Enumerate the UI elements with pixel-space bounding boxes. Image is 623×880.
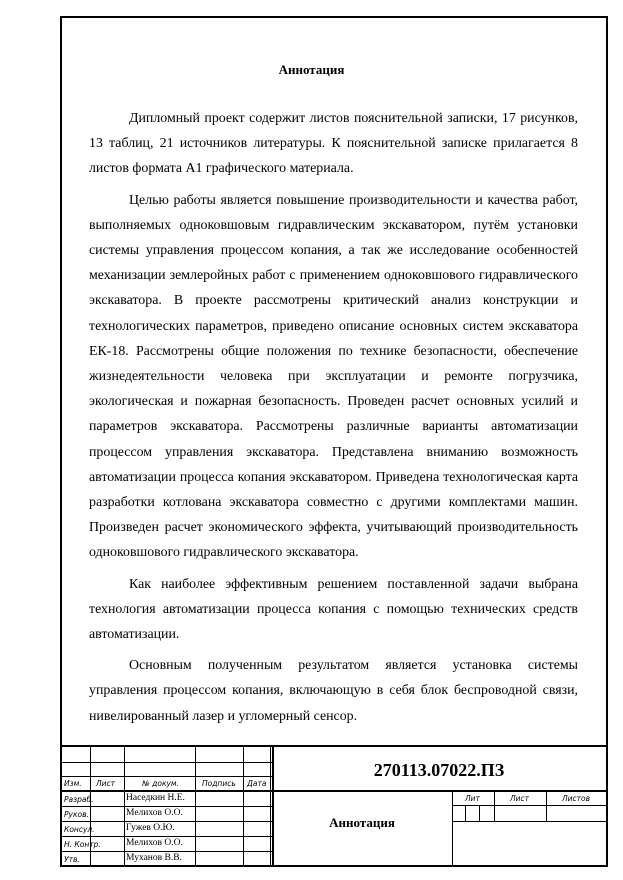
role-label: Разраб. <box>64 795 94 804</box>
page-title: Аннотация <box>278 62 345 77</box>
document-code: 270113.07022.ПЗ <box>373 760 505 780</box>
role-name: Мелихов О.О. <box>126 838 183 848</box>
paragraph: Основным полученным результатом является установка системы управления процессом копания, включающую в себя блок беспроводной связи, нивелированный лазер и угломерный сенсор. <box>89 658 578 724</box>
role-label: Руков. <box>64 810 89 819</box>
header-date: Дата <box>247 779 267 788</box>
stamp-doc-title: Аннотация <box>329 815 395 830</box>
role-name: Гужев О.Ю. <box>126 823 175 833</box>
role-name: Муханов В.В. <box>126 853 182 863</box>
role-label: Консул. <box>64 825 95 834</box>
role-name: Наседкин Н.Е. <box>126 793 185 803</box>
annotation-body <box>89 106 578 729</box>
role-label: Н. Контр. <box>64 840 101 849</box>
header-list: Лист <box>96 779 116 788</box>
lit-label: Лит <box>465 794 480 803</box>
sheet-label: Лист <box>510 794 530 803</box>
paragraph: Дипломный проект содержит листов пояснительной записки, 17 рисунков, 13 таблиц, 21 источников литературы. К пояснительной записке прилагается 8 листов формата А1 графического материала. <box>89 111 578 177</box>
role-label: Утв. <box>64 855 80 864</box>
role-name: Мелихов О.О. <box>126 808 183 818</box>
header-doc: № докум. <box>142 779 179 788</box>
paragraph: Как наиболее эффективным решением поставленной задачи выбрана технология автоматизации процесса копания с помощью технических средств автоматизации. <box>89 576 578 643</box>
header-izm: Изм. <box>64 779 82 788</box>
sheets-label: Листов <box>562 794 591 803</box>
paragraph: Целью работы является повышение производительности и качества работ, выполняемых одноковшовым гидравлическим экскаватором, путём установки системы управления процессом копания, а так же исследование особенностей механизации землеройных работ с применением одноковшового гидравлического экскаватора. В проекте рассмотрены критический анализ конструкции и технологических параметров, приведено описание основных систем экскаватора ЕК-18. Рассмотрены общие положения по технике безопасности, обеспечение жизнедеятельности человека при эксплуатации и ремонте погрузчика, экологическая и пожарная безопасность. Проведен расчет основных усилий и параметров экскаватора. Рассмотрены различные варианты автоматизации процессом управления экскаватора. Представлена вниманию возможность автоматизации процесса копания экскаватором. Приведена технологическая карта разработки котлована экскаватора совместно с другими комплектами машин. Произведен расчет экономического эффекта, учитывающий производительность одноковшового гидравлического экскаватора. <box>89 192 578 561</box>
header-sign: Подпись <box>202 779 236 788</box>
